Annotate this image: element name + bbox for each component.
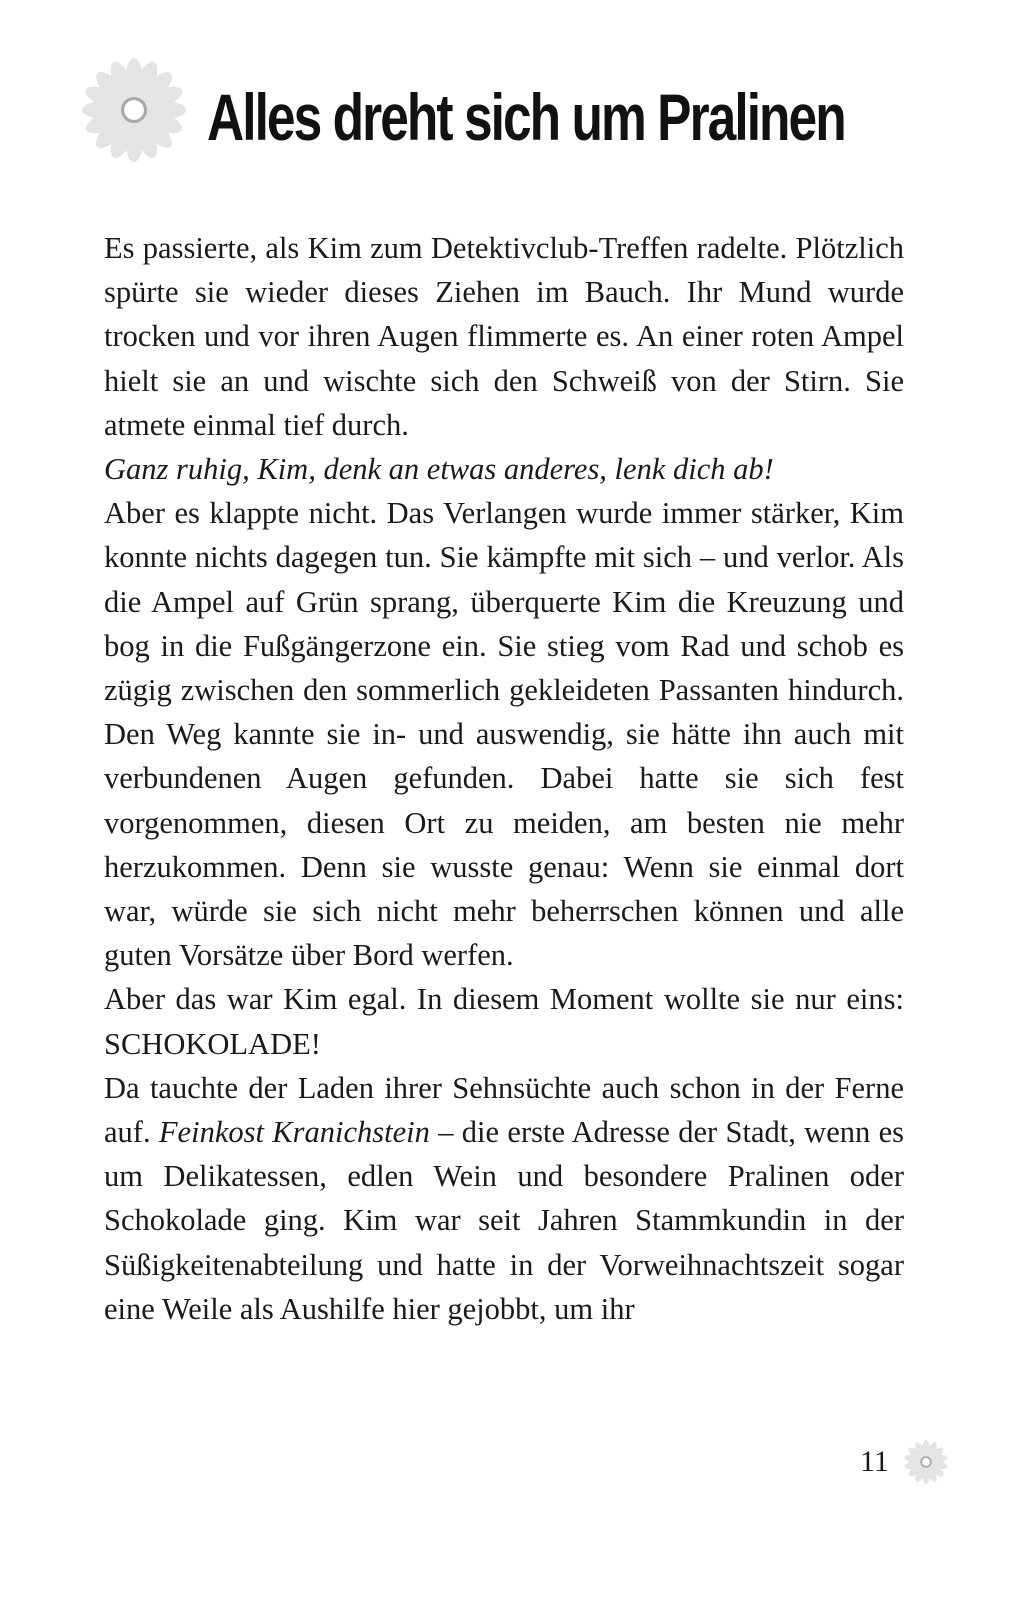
- page-number: 11: [860, 1445, 889, 1478]
- shop-name: Feinkost Kranichstein: [158, 1115, 430, 1150]
- paragraph-text: Aber das war Kim egal. In diesem Moment wollte sie nur eins: SCHOKOLADE!: [104, 982, 904, 1061]
- paragraph-text: Es passierte, als Kim zum Detektivclub-Treffen radelte. Plötzlich spürte sie wieder dieses Ziehen im Bauch. Ihr Mund wurde trocken und vor ihren Augen flimmerte es. An einer roten Ampel hielt sie an und wischte sich den Schweiß von der Stirn. Sie atmete einmal tief durch.: [104, 231, 904, 442]
- flower-icon: [82, 58, 186, 162]
- paragraph-text-italic: Ganz ruhig, Kim, denk an etwas anderes, lenk dich ab!: [104, 452, 774, 487]
- paragraph-text: Da tauchte der Laden ihrer Sehnsüchte auch schon in der Ferne auf.: [104, 1070, 904, 1150]
- paragraph: [104, 491, 904, 977]
- paragraph: [104, 447, 904, 491]
- paragraph-text: – die erste Adresse der Stadt, wenn es um Delikatessen, edlen Wein und besondere Pralinen oder Schokolade ging. Kim war seit Jahren Stammkundin in der Süßigkeitenabteilung und hatte in der Vorweihnachtszeit sogar eine Weile als Aushilfe hier gejobbt, um ihr: [104, 1115, 904, 1326]
- paragraph: [104, 977, 904, 1065]
- paragraph: [104, 1066, 904, 1331]
- chapter-header: [82, 58, 962, 168]
- page-footer: [860, 1442, 960, 1486]
- paragraph: [104, 226, 904, 447]
- paragraph-text: Aber es klappte nicht. Das Verlangen wurde immer stärker, Kim konnte nichts dagegen tun. Sie kämpfte mit sich – und verlor. Als die Ampel auf Grün sprang, überquerte Kim die Kreuzung und bog in die Fußgängerzone ein. Sie stieg vom Rad und schob es zügig zwischen den sommerlich gekleideten Passanten hindurch. Den Weg kannte sie in- und auswendig, sie hätte ihn auch mit verbundenen Augen gefunden. Dabei hatte sie sich fest vorgenommen, diesen Ort zu meiden, am besten nie mehr herzukommen. Denn sie wusste genau: Wenn sie einmal dort war, würde sie sich nicht mehr beherrschen können und alle guten Vorsätze über Bord werfen.: [104, 496, 904, 973]
- flower-icon: [904, 1440, 948, 1484]
- body-text: [104, 226, 904, 1331]
- chapter-title: Alles dreht sich um Pralinen: [207, 80, 845, 154]
